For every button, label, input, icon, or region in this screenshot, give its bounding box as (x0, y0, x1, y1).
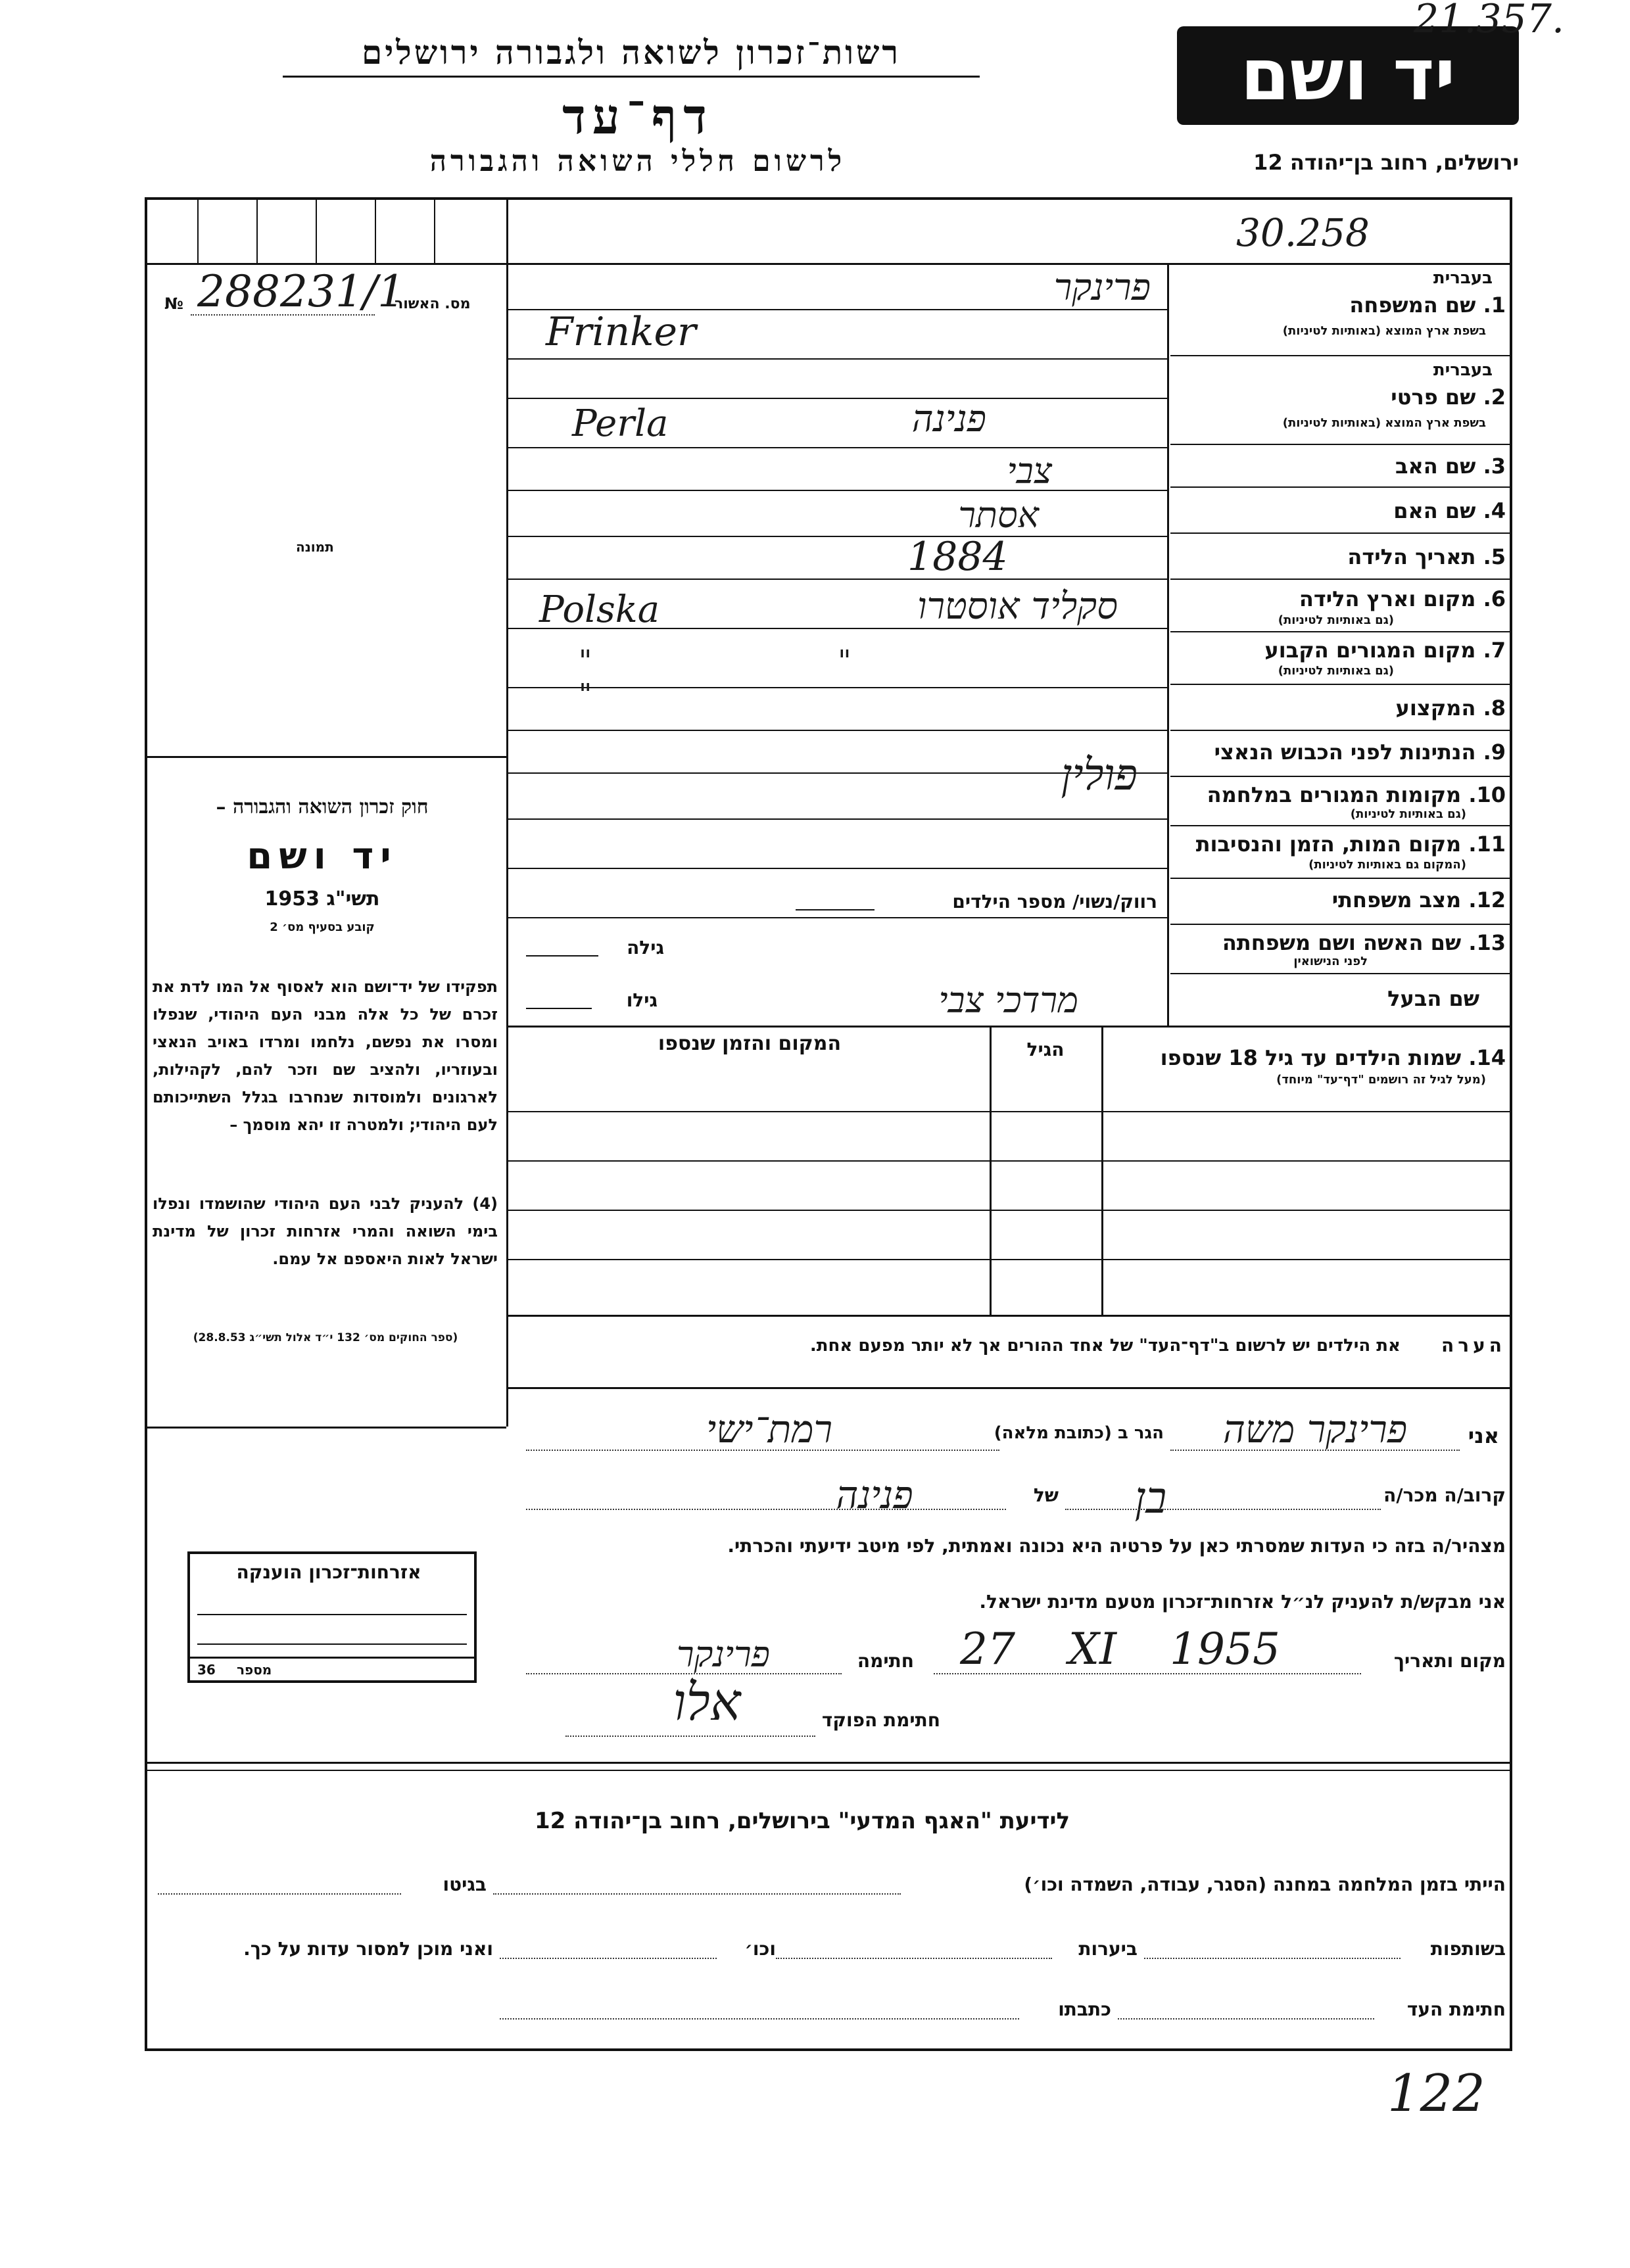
field-6-num: 6. (1483, 586, 1506, 611)
footer-line1-a: הייתי בזמן המלחמה במחנה (הסגר, עבודה, השמדה וכו׳) (1024, 1874, 1506, 1895)
org-underline (283, 76, 980, 78)
children-label (1111, 1045, 1506, 1070)
field-4-value[interactable]: אסתר (958, 494, 1039, 536)
field-9-value[interactable]: פולין (1061, 749, 1138, 800)
cert-label: מס. האשור (395, 296, 471, 312)
id-number: 30.258 (1236, 210, 1370, 255)
form-title: דף־עד (562, 89, 713, 145)
field-10-num: 10. (1468, 782, 1506, 807)
decl-line3: מצהיר/ה בזה כי העדות שמסרתי כאן על פרטיה היא נכונה ואמתית, לפי מיטב ידיעתי והכרתי. (727, 1535, 1506, 1557)
field-11-sub: (המקום גם באותיות לטיניות) (1308, 858, 1466, 872)
footer-line2-b: ביערות (1078, 1938, 1138, 1960)
field-8-num: 8. (1483, 696, 1506, 721)
law-text-2: (4) להעניק לבני העם היהודי שהושמדו ונפלו בימי השואה והמרי אזרחות זכרון של מדינת ישראל לאות היאספם אל עמם. (153, 1194, 498, 1268)
field-6-text: מקום וארץ הלידה (1299, 586, 1476, 611)
field-4-label (1177, 498, 1506, 523)
field-6-label (1177, 586, 1506, 611)
field-6-hebrew-value[interactable]: סקליד אוסטרו (917, 585, 1118, 628)
children-col-divider-1 (990, 1026, 992, 1315)
field-2-text: שם פרטי (1391, 385, 1476, 410)
field-5-num: 5. (1483, 544, 1506, 569)
decl-line4: אני מבקש/ת להעניק לנ״ל אזרחות־זכרון מטעם מדינת ישראל. (979, 1591, 1506, 1613)
footer-line1-b: בגיטו (443, 1874, 487, 1895)
field-2-hebrew-tag: בעברית (1433, 360, 1493, 380)
footer-title: לידיעת "האגף המדעי" בירושלים, רחוב בן־יהודה 12 (534, 1808, 1070, 1834)
field-3-num: 3. (1483, 454, 1506, 479)
field-10-sub: (גם באותיות לטיניות) (1350, 807, 1466, 821)
footer-line2-c: וכו׳ (744, 1938, 776, 1960)
field-13-num: 13. (1468, 930, 1506, 955)
field-9-num: 9. (1483, 740, 1506, 765)
children-place-col: המקום והזמן שנספו (658, 1032, 842, 1055)
field-12-num: 12. (1468, 887, 1506, 912)
field-5-text: תאריך הלידה (1347, 544, 1476, 569)
field-10-label (1177, 782, 1506, 807)
official-sig-value[interactable]: אלו (673, 1673, 741, 1732)
field-7-label (1177, 638, 1506, 663)
decl-line2-rel[interactable]: בן (1134, 1473, 1167, 1523)
law-text-1: תפקידו של יד־ושם הוא לאסוף אל המו לדת את זכרם של כל אלה מבני העם היהודי, שנפלו ומסרו את נפשם, נלחמו ומרדו באויב הנאצי ובעוזריו, ולהציב שם וזכר להם, לקהילות, לארגונים ולמוסדות שנחרבו בגלל השתייכותם לעם היהודי; ולמטרה זו יהא מוסמך – (153, 978, 498, 1134)
field-7-sub: (גם באותיות לטיניות) (1278, 664, 1394, 678)
field-1-text: שם המשפחה (1349, 293, 1476, 318)
footer-line2-a: בשותפות (1430, 1938, 1506, 1960)
field-3-label (1177, 454, 1506, 479)
field-5-label (1177, 544, 1506, 569)
decl-line1-prefix: אני (1468, 1423, 1499, 1448)
children-col-divider-2 (1101, 1026, 1103, 1315)
field-12-text: מצב משפחתי (1331, 887, 1462, 912)
left-column-divider (506, 197, 508, 1427)
field-5-value[interactable]: 1884 (907, 534, 1008, 580)
decl-line1-address[interactable]: רמת־ישי (706, 1407, 832, 1452)
field-7-value[interactable]: " " " (579, 644, 970, 711)
place-date-label: מקום ותאריך (1393, 1650, 1506, 1672)
note-label: הערה (1441, 1335, 1506, 1356)
decl-line2-of: של (1033, 1484, 1059, 1506)
footer-line3-a: חתימת העד (1406, 1998, 1506, 2020)
field-7-text: מקום המגורים הקבוע (1264, 638, 1476, 663)
field-4-text: שם האם (1393, 498, 1476, 523)
husband-age-label: גילו (626, 989, 658, 1011)
field-9-label (1177, 740, 1506, 765)
field-12-label (1177, 887, 1506, 912)
citizenship-no-value[interactable]: 36 (197, 1662, 216, 1678)
children-sub: (מעל לגיל זה רושמים "דף־עד" מיוחד) (1276, 1073, 1486, 1087)
footer-line3-b: כתבתו (1058, 1998, 1111, 2020)
children-num: 14. (1468, 1045, 1506, 1070)
law-org: יד ושם (247, 835, 398, 878)
corner-number: 21.357. (1414, 0, 1565, 42)
cert-prefix: № (164, 295, 183, 313)
signature-label: חתימה (857, 1650, 914, 1672)
husband-label: שם הבעל (1387, 986, 1479, 1011)
field-2-latin-value[interactable]: Perla (572, 402, 669, 445)
field-13-age-label: גילה (627, 937, 664, 958)
top-strip-line (145, 263, 1512, 265)
signature-value[interactable]: פרינקר (677, 1634, 770, 1675)
page-number: 122 (1387, 2064, 1485, 2123)
citizenship-title: אזרחות־זכרון הוענקה (236, 1561, 421, 1583)
field-8-label (1177, 696, 1506, 721)
field-8-text: המקצוע (1395, 696, 1476, 721)
field-10-text: מקומות המגורים במלחמה (1207, 782, 1462, 807)
decl-line1-name[interactable]: פרינקר משה (1222, 1407, 1408, 1452)
field-2-label (1177, 385, 1506, 410)
official-sig-label: חתימת הפוקד (821, 1709, 940, 1731)
field-6-latin-value[interactable]: Polska (539, 588, 660, 631)
field-7-num: 7. (1483, 638, 1506, 663)
law-clause: קובע בסעיף מס׳ 2 (270, 920, 375, 934)
field-1-sub: בשפת ארץ המוצא (באותיות לטיניות) (1282, 324, 1486, 338)
law-year: תשי"ג 1953 (264, 887, 380, 910)
field-11-num: 11. (1468, 832, 1506, 857)
field-13-text: שם האשה ושם משפחתה (1222, 930, 1462, 955)
field-1-label (1177, 293, 1506, 318)
field-1-latin-value[interactable]: Frinker (546, 309, 696, 355)
place-date-value[interactable]: 27 XI 1955 (960, 1624, 1280, 1674)
cert-number[interactable]: 288231/1 (197, 266, 406, 317)
law-top-line (145, 756, 506, 758)
label-column-divider (1167, 263, 1169, 1019)
field-1-num: 1. (1483, 293, 1506, 318)
field-1-hebrew-tag: בעברית (1433, 268, 1493, 288)
law-source: (ספר החוקים מס׳ 132 י״ד אלול תשי״ג 28.8.53) (193, 1331, 458, 1344)
citizenship-no-label: מספר (237, 1662, 272, 1678)
field-2-num: 2. (1483, 385, 1506, 410)
field-1-hebrew-value[interactable]: פרינקר (1053, 266, 1151, 309)
field-6-sub: (גם באותיות לטיניות) (1278, 613, 1394, 627)
address: ירושלים, רחוב בן־יהודה 12 (1253, 150, 1519, 175)
field-3-value[interactable]: צבי (1007, 450, 1052, 492)
field-12-value: רווק/נשוי/ מספר הילדים (952, 891, 1157, 912)
field-11-label (1177, 832, 1506, 857)
form-subtitle: לרשום חללי השואה והגבורה (429, 145, 846, 178)
field-2-sub: בשפת ארץ המוצא (באותיות לטיניות) (1282, 416, 1486, 430)
decl-line2-name[interactable]: פנינה (836, 1473, 913, 1517)
footer-line2-d: ואני מוכן למסור עדות על כך. (243, 1938, 493, 1960)
law-title: חוק זכרון השואה והגבורה – (216, 795, 429, 818)
yad-vashem-logo: יד ושם (1177, 26, 1519, 125)
field-11-text: מקום המות, הזמן והנסיבות (1195, 832, 1462, 857)
photo-label: תמונה (296, 539, 334, 555)
husband-value[interactable]: מרדכי צבי (938, 980, 1078, 1021)
decl-line1-mid: הגר ב (כתובת מלאה) (994, 1423, 1164, 1443)
org-line: רשות־זכרון לשואה ולגבורה ירושלים (362, 33, 901, 72)
field-4-num: 4. (1483, 498, 1506, 523)
field-9-text: הנתינות לפני הכבוש הנאצי (1214, 740, 1476, 765)
children-age-col: הגיל (1026, 1039, 1065, 1060)
field-13-label (1177, 930, 1506, 955)
children-text: שמות הילדים עד גיל 18 שנספו (1160, 1045, 1462, 1070)
field-3-text: שם האב (1395, 454, 1476, 479)
note-text: את הילדים יש לרשום ב"דף־העד" של אחד ההורים אך לא יותר מפעם אחת. (809, 1336, 1401, 1356)
decl-line2-prefix: קרוב/ה מכר/ה (1383, 1484, 1506, 1506)
field-2-hebrew-value[interactable]: פנינה (911, 398, 986, 440)
field-13-sub: לפני הנישואין (1293, 955, 1368, 968)
